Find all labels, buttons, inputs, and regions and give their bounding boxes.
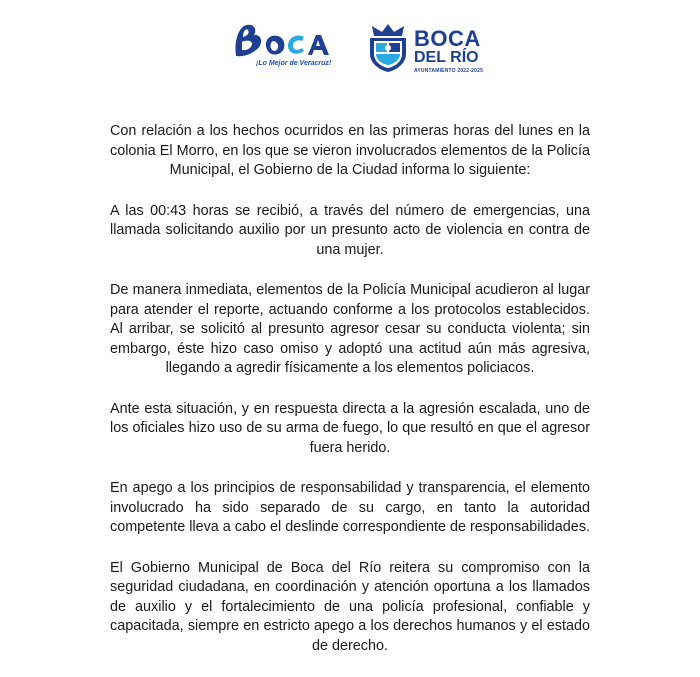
statement-body (110, 122, 590, 677)
paragraph-3: De manera inmediata, elementos de la Policía Municipal acudieron al lugar para atender el reporte, actuando conforme a los protocolos establecidos. Al arribar, se solicitó al presunto agresor cesar su conducta violenta; sin embargo, éste hizo caso omiso y adoptó una actitud aún más agresiva, llegando a agredir físicamente a los elementos policiacos. (110, 282, 590, 376)
paragraph-1: Con relación a los hechos ocurridos en las primeras horas del lunes en la colonia El Morro, en los que se vieron involucrados elementos de la Policía Municipal, el Gobierno de la Ciudad informa lo siguiente: (110, 123, 590, 178)
paragraph-5: En apego a los principios de responsabilidad y transparencia, el elemento involucrado ha sido separado de su cargo, en tanto la autoridad competente lleva a cabo el deslinde correspondiente de responsabilidades. (110, 480, 591, 535)
municipality-subtitle: AYUNTAMIENTO 2022-2025 (414, 68, 484, 74)
paragraph-4: Ante esta situación, y en respuesta directa a la agresión escalada, uno de los oficiales hizo uso de su arma de fuego, lo que resultó en que el agresor fuera herido. (110, 400, 590, 456)
boca-tagline: ¡Lo Mejor de Veracruz! (256, 60, 332, 67)
paragraph-6: El Gobierno Municipal de Boca del Río reitera su compromiso con la seguridad ciudadana, en coordinación y atención oportuna a los llamados de auxilio y el fortalecimiento de una policía profesional, confiable y capacitada, siempre en estricto apego a los derechos humanos y el estado de derecho. (110, 559, 590, 654)
municipality-name-line1: BOCA (414, 26, 481, 51)
municipality-name-line2: DEL RÍO (414, 49, 479, 66)
boca-logo (228, 20, 338, 78)
coat-of-arms-icon (366, 22, 410, 74)
boca-wordmark-icon (228, 20, 338, 64)
paragraph-2: A las 00:43 horas se recibió, a través del número de emergencias, una llamada solicitando auxilio por un presunto acto de violencia en contra de una mujer. (110, 202, 590, 258)
header (0, 18, 700, 82)
municipality-logo (366, 18, 506, 82)
